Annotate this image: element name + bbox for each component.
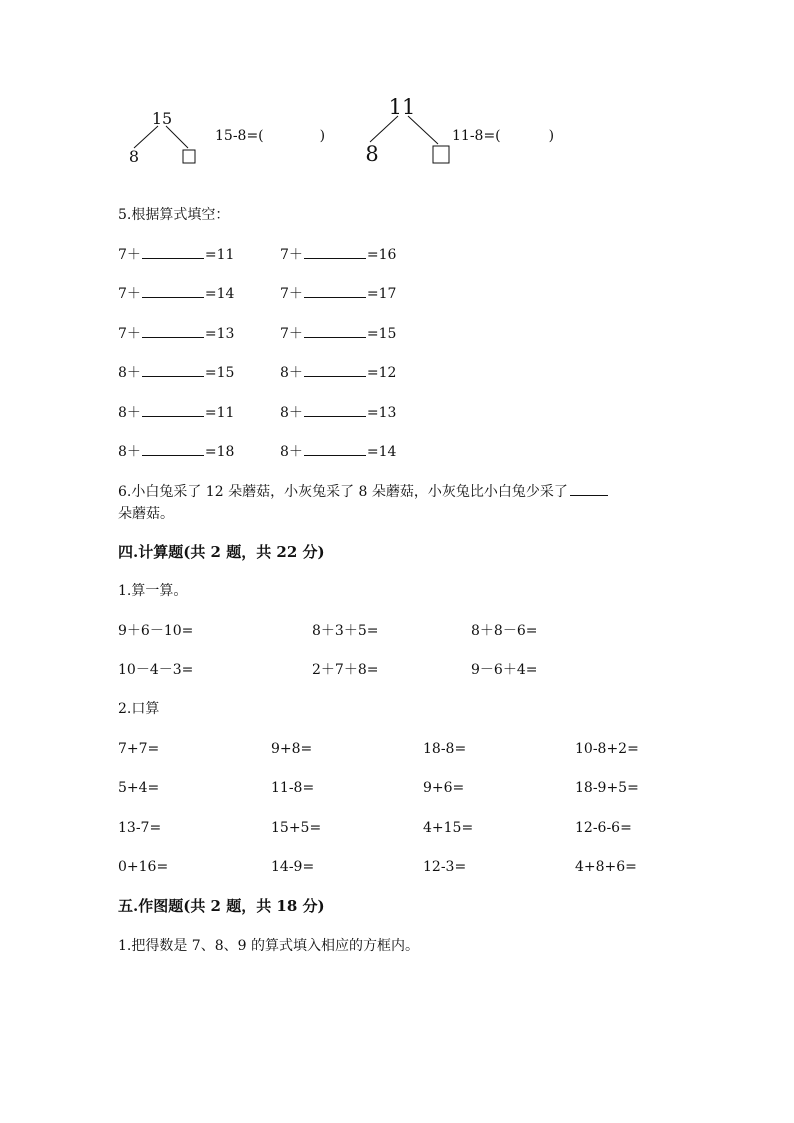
s4-q2-item: 9+8= xyxy=(271,741,313,757)
q5-item: 7＋ =15 xyxy=(280,326,397,342)
q5-item: 8＋ =18 xyxy=(118,444,235,460)
tree-2-equation xyxy=(452,127,554,145)
s4-q2-item: 5+4= xyxy=(118,780,160,796)
tree-1-close-paren: ) xyxy=(319,128,326,144)
s4-q2-item: 7+7= xyxy=(118,741,160,757)
q5-item: 7＋ =11 xyxy=(118,247,235,263)
s4-q2-item: 4+8+6= xyxy=(575,859,637,875)
answer-blank[interactable] xyxy=(304,285,366,298)
answer-blank[interactable] xyxy=(304,404,366,417)
tree-1-left-branch xyxy=(134,126,158,148)
s4-q2-item: 9+6= xyxy=(423,780,465,796)
tree-2-close-paren: ) xyxy=(548,128,555,144)
answer-blank[interactable] xyxy=(304,364,366,377)
number-tree-2 xyxy=(360,92,460,168)
q5-item: 7＋ =17 xyxy=(280,286,397,302)
q5-title: 5.根据算式填空： xyxy=(118,207,230,223)
s4-q1-item: 8＋3＋5= xyxy=(312,623,379,639)
tree-1-answer-box[interactable] xyxy=(183,150,195,163)
tree-2-top: 11 xyxy=(388,95,416,119)
s4-q2-item: 14-9= xyxy=(271,859,315,875)
q6-line-1 xyxy=(118,483,608,501)
s4-q1-item: 8＋8－6= xyxy=(471,623,538,639)
s4-q1-item: 10－4－3= xyxy=(118,662,194,678)
answer-blank[interactable] xyxy=(142,364,204,377)
q6-answer-blank[interactable] xyxy=(570,483,608,496)
tree-1-top: 15 xyxy=(151,109,173,128)
q5-item: 8＋ =14 xyxy=(280,444,397,460)
s4-q2-item: 11-8= xyxy=(271,780,315,796)
section-5-heading: 五.作图题(共 2 题，共 18 分) xyxy=(118,897,325,915)
answer-blank[interactable] xyxy=(142,325,204,338)
s4-q2-item: 0+16= xyxy=(118,859,169,875)
s4-q2-item: 12-6-6= xyxy=(575,820,632,836)
s4-q2-item: 4+15= xyxy=(423,820,474,836)
s4-q2-title: 2.口算 xyxy=(118,701,160,717)
tree-1-equation xyxy=(215,127,325,145)
s5-q1-text: 1.把得数是 7、8、9 的算式填入相应的方框内。 xyxy=(118,938,419,954)
q5-item: 8＋ =13 xyxy=(280,405,397,421)
tree-1-equation-text: 15-8=( xyxy=(215,128,264,144)
tree-1-right-branch xyxy=(166,126,188,148)
s4-q2-item: 12-3= xyxy=(423,859,467,875)
answer-blank[interactable] xyxy=(304,325,366,338)
tree-2-left: 8 xyxy=(365,142,379,166)
tree-1-left: 8 xyxy=(128,147,140,166)
q5-item: 7＋ =14 xyxy=(118,286,235,302)
s4-q2-item: 15+5= xyxy=(271,820,322,836)
s4-q1-title: 1.算一算。 xyxy=(118,583,188,599)
section-4-heading: 四.计算题(共 2 题，共 22 分) xyxy=(118,543,325,561)
s4-q1-item: 2＋7＋8= xyxy=(312,662,379,678)
answer-blank[interactable] xyxy=(304,443,366,456)
tree-2-left-branch xyxy=(370,116,398,142)
q6-text: 6.小白兔采了 12 朵蘑菇，小灰兔采了 8 朵蘑菇，小灰兔比小白兔少采了 xyxy=(118,484,568,500)
answer-blank[interactable] xyxy=(142,285,204,298)
q5-item: 8＋ =12 xyxy=(280,365,397,381)
s4-q2-item: 10-8+2= xyxy=(575,741,639,757)
tree-2-equation-text: 11-8=( xyxy=(452,128,501,144)
answer-blank[interactable] xyxy=(142,246,204,259)
answer-blank[interactable] xyxy=(142,443,204,456)
q6-line-2: 朵蘑菇。 xyxy=(118,506,174,522)
number-tree-1 xyxy=(120,104,210,168)
q5-item: 8＋ =11 xyxy=(118,405,235,421)
s4-q2-item: 18-8= xyxy=(423,741,467,757)
tree-2-right-branch xyxy=(408,116,438,144)
s4-q2-item: 18-9+5= xyxy=(575,780,639,796)
s4-q1-item: 9＋6－10= xyxy=(118,623,194,639)
q5-item: 7＋ =16 xyxy=(280,247,397,263)
s4-q2-item: 13-7= xyxy=(118,820,162,836)
q5-item: 8＋ =15 xyxy=(118,365,235,381)
tree-2-answer-box[interactable] xyxy=(433,146,449,163)
answer-blank[interactable] xyxy=(304,246,366,259)
answer-blank[interactable] xyxy=(142,404,204,417)
q5-item: 7＋ =13 xyxy=(118,326,235,342)
s4-q1-item: 9－6＋4= xyxy=(471,662,538,678)
